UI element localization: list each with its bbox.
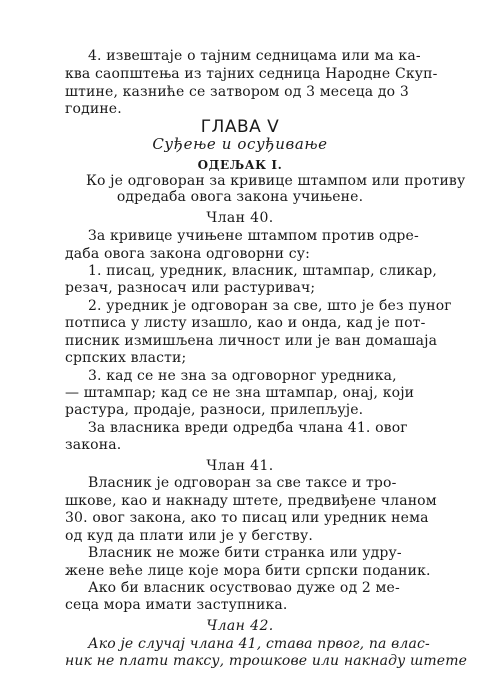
article-heading: Члан 40. [206, 209, 274, 226]
chapter-subtitle: Суђење и осуђивање [152, 134, 328, 153]
article-line: резач, разносач или растуривач; [65, 280, 316, 297]
paragraph-line: штине, казниће се затвором од 3 месеца до 3 [65, 83, 409, 100]
article-line: даба овога закона одговорни су: [65, 245, 310, 262]
chapter-title: ГЛАВА V [200, 116, 280, 137]
article-line: од куд да плати или је у бегству. [65, 527, 313, 544]
article-line: 30. овог закона, ако то писац или уредник нема [65, 510, 429, 527]
article-line: Ако је случај члана 41, става првог, па влас- [88, 635, 430, 652]
article-line: За власника вреди одредба члана 41. овог [88, 419, 408, 436]
section-intro-line: Ко је одговоран за кривице штампом или противу [86, 172, 466, 189]
article-line: 2. уредник је одговоран за све, што је без пуног [88, 297, 452, 314]
section-intro-line: одредаба овога закона учињене. [116, 189, 364, 205]
paragraph-line: ква саопштења из тајних седница Народне Скуп- [65, 66, 438, 83]
article-line: писник измишљена личност или је ван домашаја [65, 332, 438, 349]
article-line: српских власти; [65, 350, 187, 367]
article-line: растура, продаје, разноси, прилепљује. [65, 402, 364, 419]
article-heading: Члан 41. [206, 458, 274, 474]
paragraph-line: године. [65, 101, 122, 118]
article-line: сеца мора имати заступника. [65, 597, 288, 614]
article-line: закона. [65, 437, 122, 454]
article-heading: Члан 42. [206, 618, 274, 635]
article-line: Власник не може бити странка или удру- [88, 545, 402, 562]
paragraph-line: 4. извештаје о тајним седницама или ма ка- [88, 48, 421, 64]
article-line: За кривице учињене штампом против одре- [88, 228, 419, 245]
article-line: шкове, као и накнаду штете, предвиђене чланом [65, 492, 437, 509]
article-line: жене веће лице које мора бити српски поданик. [65, 562, 431, 579]
article-line: ник не плати таксу, трошкове или накнаду штете [65, 653, 468, 669]
article-line: — штампар; кад се не зна штампар, онај, који [65, 384, 415, 401]
article-line: Ако би власник осуствовао дуже од 2 ме- [88, 579, 400, 596]
section-heading: ОДЕЉАК I. [197, 157, 283, 172]
article-line: потписа у листу изашло, као и онда, кад је пот- [65, 315, 426, 332]
article-line: Власник је одговоран за све таксе и тро- [88, 475, 397, 492]
article-line: 3. кад се не зна за одговорног уредника, [88, 367, 397, 384]
article-line: 1. писац, уредник, власник, штампар, сликар, [88, 263, 437, 279]
